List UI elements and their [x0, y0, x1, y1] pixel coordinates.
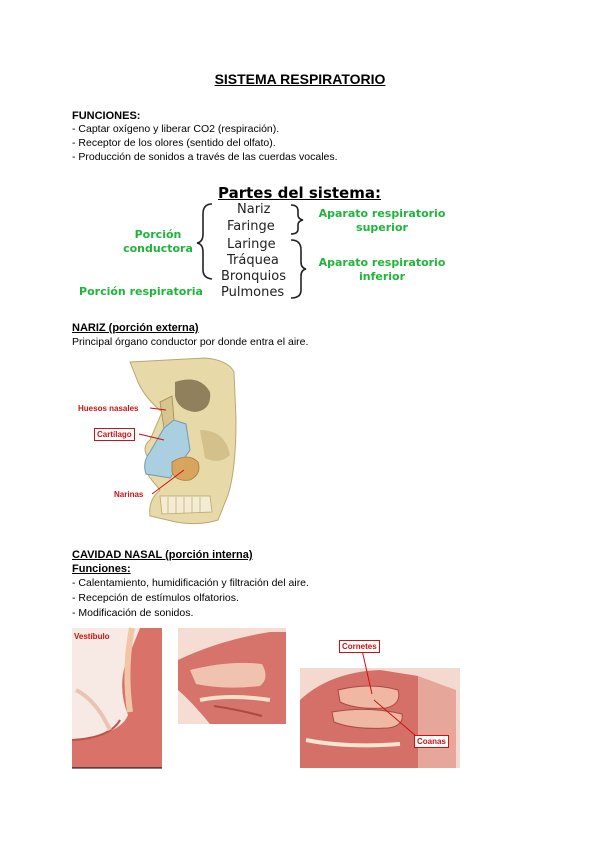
cavidad-item: - Calentamiento, humidificación y filtración del aire.	[72, 577, 309, 589]
label-cartilago: Cartílago	[94, 428, 135, 441]
organ-faringe: Faringe	[227, 219, 275, 234]
partes-title: Partes del sistema:	[218, 184, 381, 202]
organ-pulmones: Pulmones	[221, 285, 285, 300]
organ-bronquios: Bronquios	[221, 269, 286, 284]
cavidad-item: - Recepción de estímulos olfatorios.	[72, 592, 239, 604]
cavidad-heading: CAVIDAD NASAL (porción interna)	[72, 549, 253, 561]
funcion-item: - Receptor de los olores (sentido del olfato).	[72, 137, 276, 149]
label-porcion-conductora: Porción conductora	[123, 228, 193, 255]
label-porcion-respiratoria: Porción respiratoria	[79, 285, 203, 298]
nariz-heading: NARIZ (porción externa)	[72, 322, 199, 334]
organ-traquea: Tráquea	[227, 253, 279, 268]
label-aparato-inferior: Aparato respiratorio inferior	[318, 256, 446, 283]
organ-nariz: Nariz	[237, 202, 271, 217]
funcion-item: - Captar oxígeno y liberar CO2 (respiración).	[72, 123, 280, 135]
label-aparato-superior: Aparato respiratorio superior	[318, 207, 446, 234]
funciones-heading: FUNCIONES:	[72, 110, 141, 122]
nariz-text: Principal órgano conductor por donde entra el aire.	[72, 336, 309, 348]
label-huesos-nasales: Huesos nasales	[78, 404, 139, 413]
label-cornetes: Cornetes	[339, 640, 380, 653]
cavidad-funciones-heading: Funciones:	[72, 563, 131, 575]
organ-laringe: Laringe	[227, 237, 276, 252]
funcion-item: - Producción de sonidos a través de las cuerdas vocales.	[72, 151, 338, 163]
label-vestibulo: Vestíbulo	[74, 632, 110, 641]
label-narinas: Narinas	[114, 490, 144, 499]
cavidad-item: - Modificación de sonidos.	[72, 607, 194, 619]
label-coanas: Coanas	[414, 735, 449, 748]
page-title: SISTEMA RESPIRATORIO	[214, 71, 386, 87]
